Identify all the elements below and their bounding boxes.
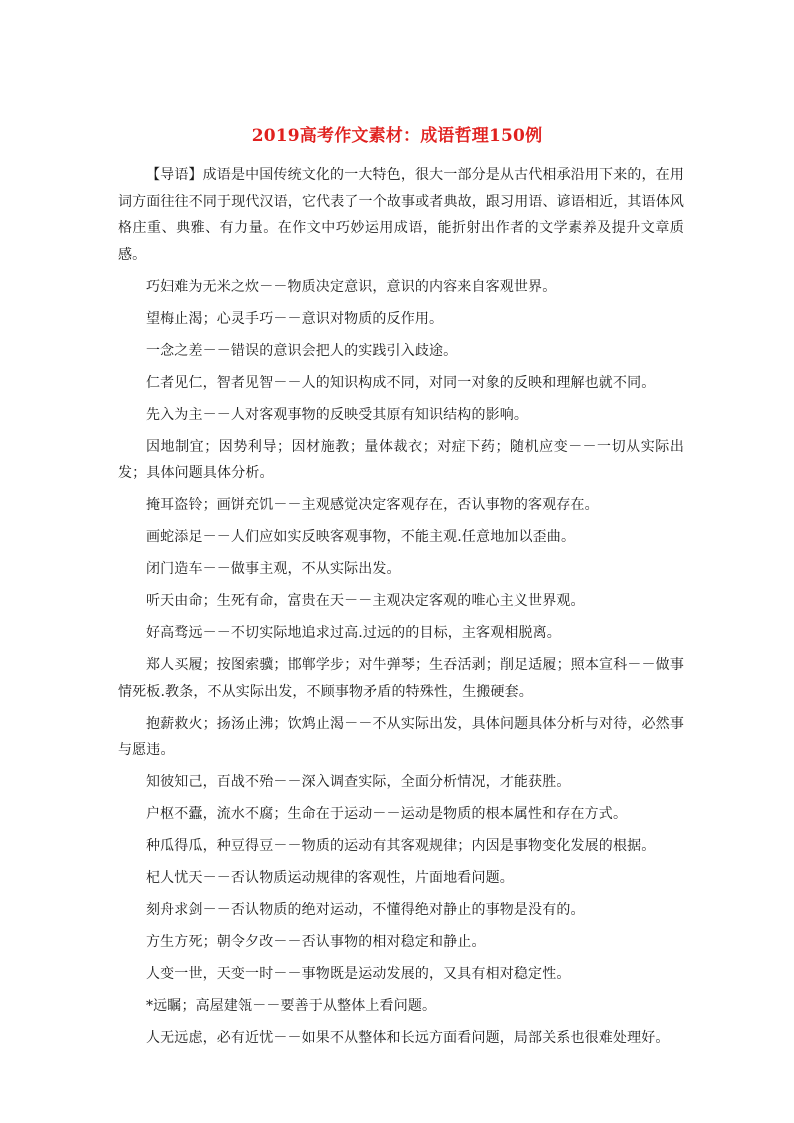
idiom-entry: 户枢不蠹，流水不腐；生命在于运动－－运动是物质的根本属性和存在方式。: [146, 806, 628, 822]
idiom-entry: 人无远虑，必有近忧－－如果不从整体和长远方面看问题，局部关系也很难处理好。: [146, 1030, 670, 1046]
document-body: [118, 162, 684, 1057]
idiom-entry: 方生方死；朝令夕改－－否认事物的相对稳定和静止。: [146, 934, 486, 950]
idiom-entry: 刻舟求剑－－否认物质的绝对运动，不懂得绝对静止的事物是没有的。: [146, 902, 585, 918]
idiom-entry: 杞人忧天－－否认物质运动规律的客观性，片面地看问题。: [146, 870, 514, 886]
idiom-entry: 听天由命；生死有命，富贵在天－－主观决定客观的唯心主义世界观。: [146, 593, 585, 609]
idiom-entry: 郑人买履；按图索骥；邯郸学步；对牛弹琴；生吞活剥；削足适履；照本宣科－－做事情死板.教条，不从实际出发，不顾事物矛盾的特殊性，生搬硬套。: [118, 657, 684, 700]
idiom-entry: 知彼知己，百战不殆－－深入调查实际，全面分析情况，才能获胜。: [146, 774, 571, 790]
idiom-entry: 先入为主－－人对客观事物的反映受其原有知识结构的影响。: [146, 406, 529, 423]
idiom-entry: 闭门造车－－做事主观，不从实际出发。: [146, 561, 401, 577]
idiom-entry: 种瓜得瓜，种豆得豆－－物质的运动有其客观规律；内因是事物变化发展的根据。: [146, 838, 656, 854]
idiom-entry: 抱薪救火；扬汤止沸；饮鸩止渴－－不从实际出发，具体问题具体分析与对待，必然事与愿违。: [118, 715, 684, 758]
idiom-entry: 一念之差－－错误的意识会把人的实践引入歧途。: [146, 342, 458, 359]
idiom-entry: 好高骛远－－不切实际地追求过高.过远的的目标，主客观相脱离。: [146, 625, 561, 641]
idiom-entry: 巧妇难为无米之炊－－物质决定意识，意识的内容来自客观世界。: [146, 278, 557, 295]
idiom-entry: 掩耳盗铃；画饼充饥－－主观感觉决定客观存在，否认事物的客观存在。: [146, 497, 599, 513]
idiom-entry: 仁者见仁，智者见智－－人的知识构成不同，对同一对象的反映和理解也就不同。: [146, 374, 656, 391]
intro-paragraph: 【导语】成语是中国传统文化的一大特色，很大一部分是从古代相承沿用下来的，在用词方面往往不同于现代汉语，它代表了一个故事或者典故，跟习用语、谚语相近，其语体风格庄重、典雅、有力量。在作文中巧妙运用成语，能折射出作者的文学素养及提升文章质感。: [118, 167, 684, 263]
idiom-entry: 望梅止渴；心灵手巧－－意识对物质的反作用。: [146, 310, 444, 327]
idiom-entry: 因地制宜；因势利导；因材施教；量体裁衣；对症下药；随机应变－－一切从实际出发；具体问题具体分析。: [118, 438, 684, 481]
idiom-entry: *远瞩；高屋建瓴－－要善于从整体上看问题。: [146, 998, 437, 1014]
idiom-entry: 人变一世，天变一时－－事物既是运动发展的，又具有相对稳定性。: [146, 966, 571, 982]
idiom-entry: 画蛇添足－－人们应如实反映客观事物，不能主观.任意地加以歪曲。: [146, 529, 576, 545]
document-title: 2019高考作文素材：成语哲理150例: [251, 126, 543, 146]
